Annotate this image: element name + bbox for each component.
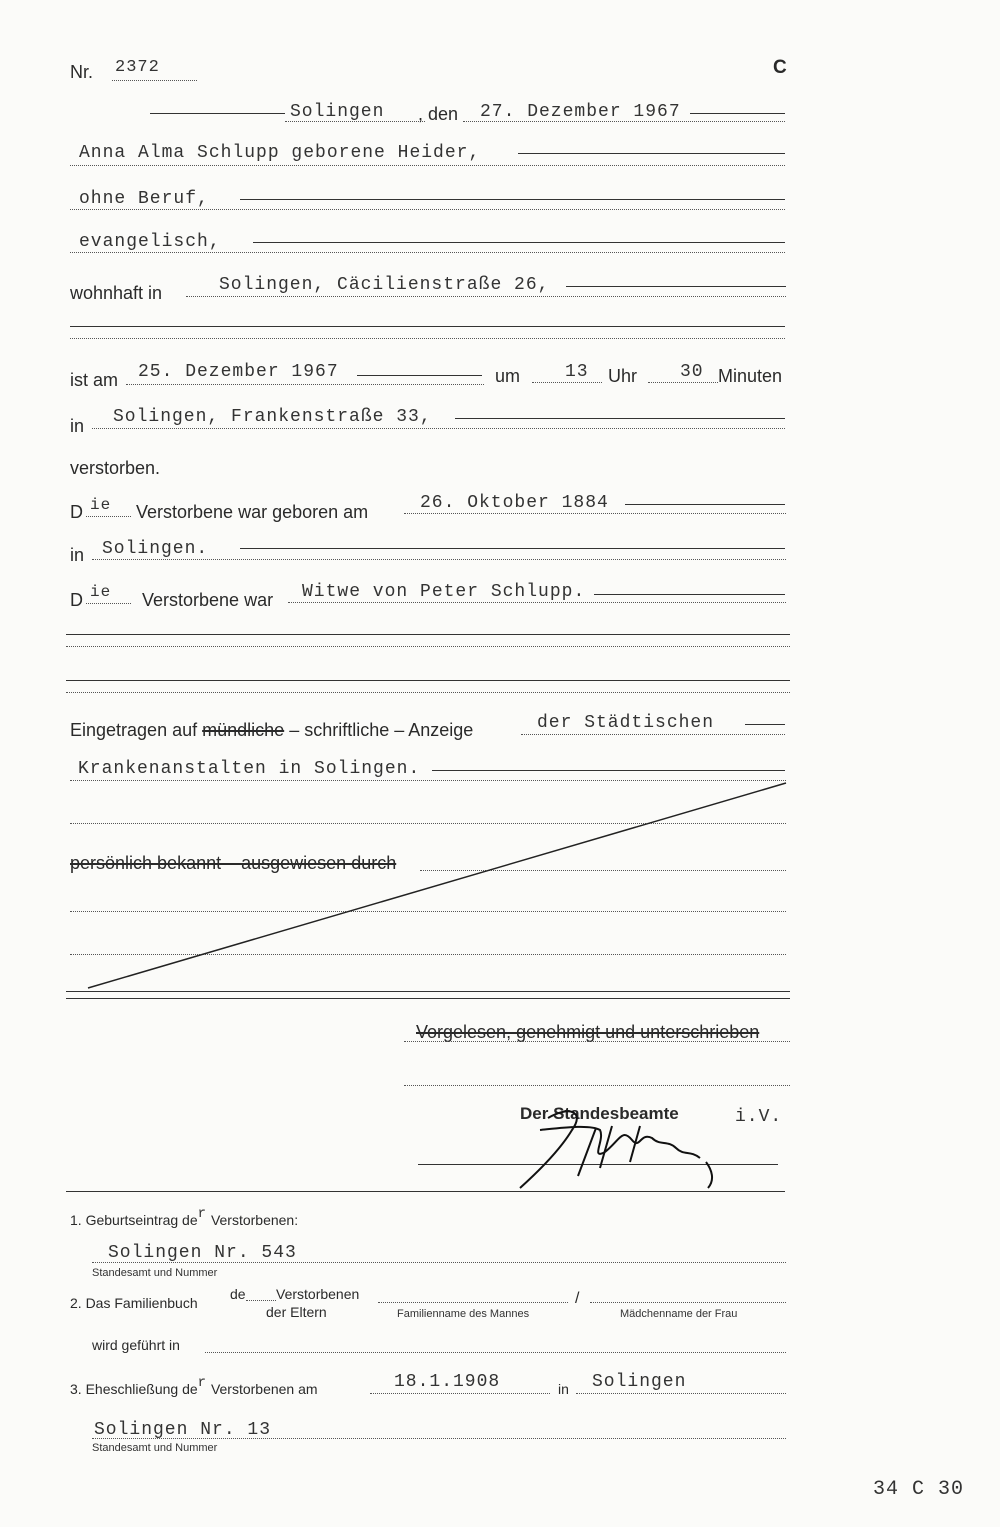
archive-code: 34 C 30 xyxy=(873,1478,965,1501)
date-value: 27. Dezember 1967 xyxy=(480,102,681,122)
note3-date: 18.1.1908 xyxy=(394,1372,501,1392)
birth-d-label: D xyxy=(70,502,83,522)
status-value: Witwe von Peter Schlupp. xyxy=(302,582,586,602)
note3-place: Solingen xyxy=(592,1372,687,1392)
minuten-label: Minuten xyxy=(718,366,783,386)
form-letter: C xyxy=(773,57,787,78)
registration-label: Eingetragen auf mündliche – schriftliche – Anzeige xyxy=(70,720,474,740)
note1-caption: Standesamt und Nummer xyxy=(92,1267,218,1279)
den-label: , den xyxy=(418,104,459,124)
residence-label: wohnhaft in xyxy=(70,283,163,303)
death-date-label: ist am xyxy=(70,370,119,390)
note3-caption: Standesamt und Nummer xyxy=(92,1442,218,1454)
status-text: Verstorbene war xyxy=(142,590,274,610)
verstorben-label: verstorben. xyxy=(70,458,161,478)
occupation-value: ohne Beruf, xyxy=(79,189,209,209)
note2-de: de xyxy=(230,1286,246,1302)
name-value: Anna Alma Schlupp geborene Heider, xyxy=(79,143,481,163)
birth-place-value: Solingen. xyxy=(102,539,209,559)
status-article: ie xyxy=(90,583,112,601)
registration-struck-oral: mündliche xyxy=(202,720,285,740)
note1-value: Solingen Nr. 543 xyxy=(108,1243,297,1263)
religion-value: evangelisch, xyxy=(79,232,221,252)
birth-text: Verstorbene war geboren am xyxy=(136,502,369,522)
note3-in: in xyxy=(558,1381,569,1397)
informant-line1: der Städtischen xyxy=(537,713,715,733)
birth-article: ie xyxy=(90,496,112,514)
note2-wird: wird geführt in xyxy=(92,1337,180,1353)
informant-line2: Krankenanstalten in Solingen. xyxy=(78,759,421,779)
place-value: Solingen xyxy=(290,102,385,122)
note3-label: 3. Eheschließung der Verstorbenen am xyxy=(70,1375,318,1397)
note2-verstorbenen: Verstorbenen xyxy=(276,1286,360,1302)
death-place-value: Solingen, Frankenstraße 33, xyxy=(113,407,432,427)
iv-label: i.V. xyxy=(735,1107,783,1127)
note2-slash: / xyxy=(575,1290,580,1307)
identity-struck: persönlich bekannt – ausgewiesen durch xyxy=(70,853,397,873)
nr-value: 2372 xyxy=(115,58,160,77)
nr-label: Nr. xyxy=(70,62,94,82)
note2-label: 2. Das Familienbuch xyxy=(70,1295,198,1311)
death-minutes: 30 xyxy=(680,362,704,382)
note2-eltern: der Eltern xyxy=(266,1304,327,1320)
um-label: um xyxy=(495,366,521,386)
death-hour: 13 xyxy=(565,362,589,382)
note2-caption-woman: Mädchenname der Frau xyxy=(620,1308,738,1320)
note2-caption-man: Familienname des Mannes xyxy=(397,1308,530,1320)
registrar-label: Der Standesbeamte xyxy=(520,1104,679,1123)
uhr-label: Uhr xyxy=(608,366,638,386)
note1-label: 1. Geburtseintrag der Verstorbenen: xyxy=(70,1206,299,1228)
residence-value: Solingen, Cäcilienstraße 26, xyxy=(219,275,550,295)
read-approved-struck: Vorgelesen, genehmigt und unterschrieben xyxy=(416,1022,760,1042)
birth-in-label: in xyxy=(70,545,85,565)
note3-value: Solingen Nr. 13 xyxy=(94,1420,272,1440)
death-date-value: 25. Dezember 1967 xyxy=(138,362,339,382)
status-d-label: D xyxy=(70,590,83,610)
death-in-label: in xyxy=(70,416,85,436)
birth-date-value: 26. Oktober 1884 xyxy=(420,493,609,513)
